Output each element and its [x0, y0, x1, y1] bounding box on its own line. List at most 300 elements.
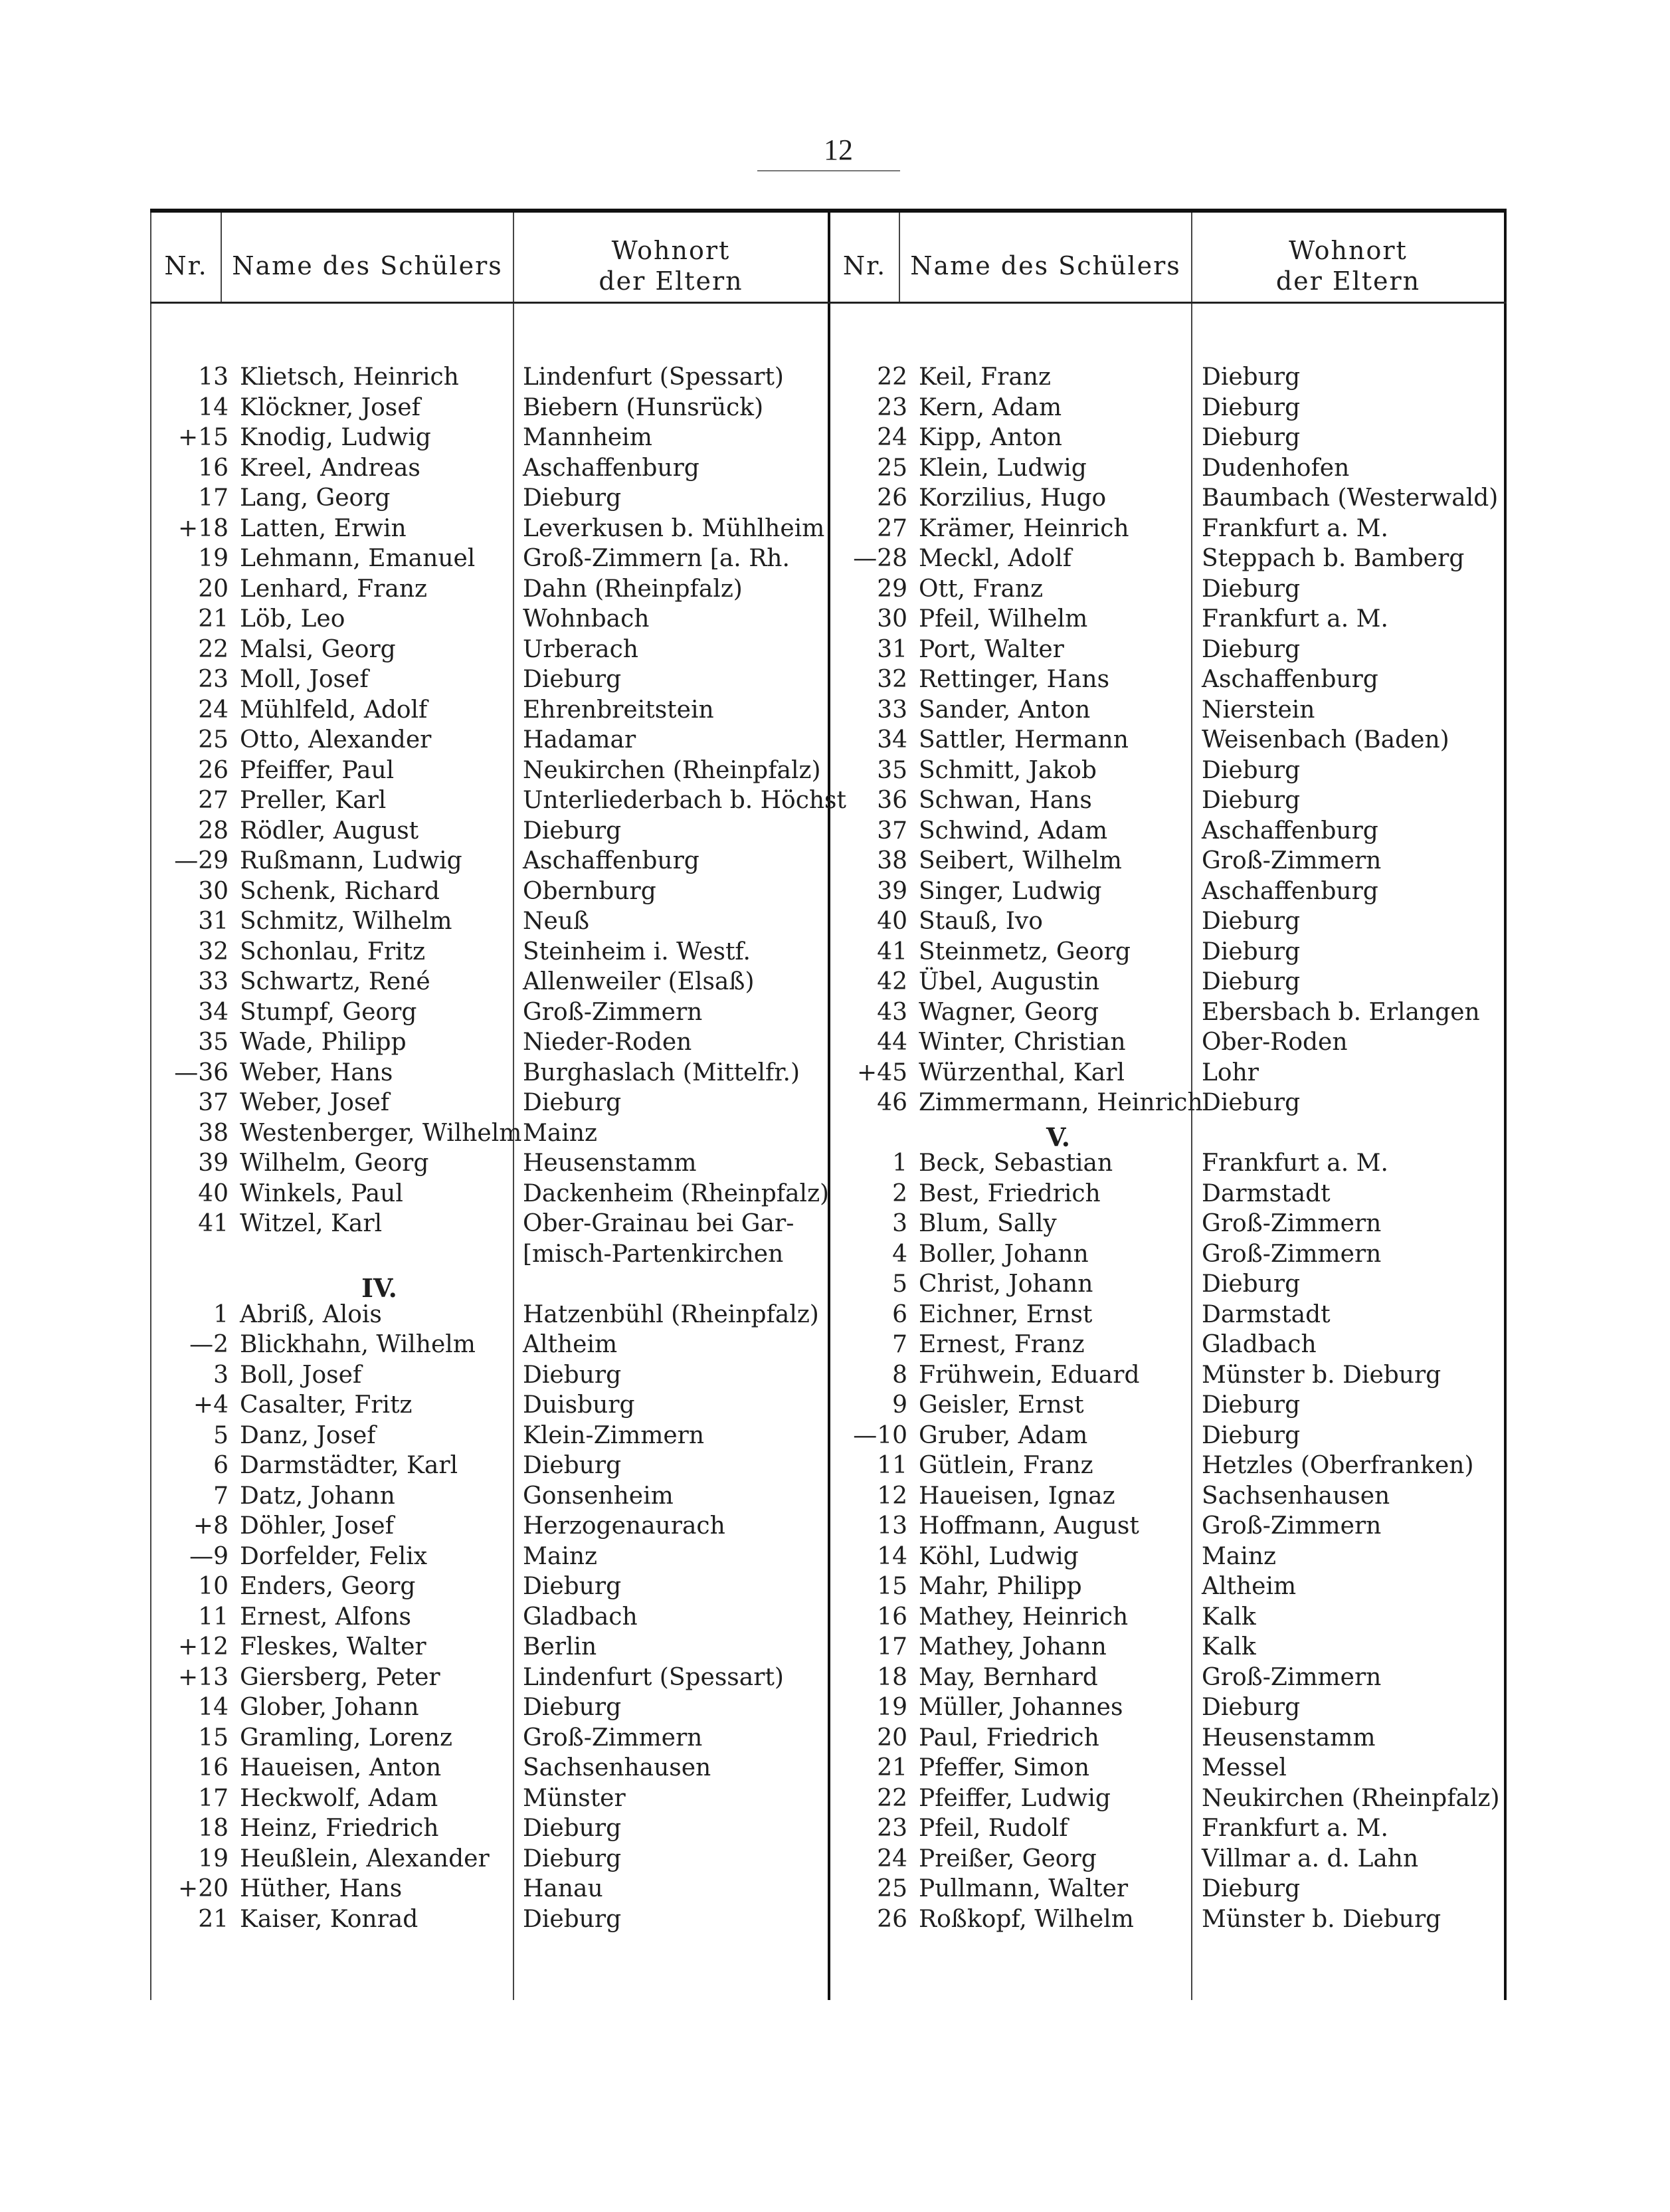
row-number: [829, 1088, 907, 1118]
row-number: [829, 695, 907, 725]
parents-residence: Dieburg: [523, 817, 622, 845]
row-number: [150, 1874, 229, 1904]
row-number: [150, 755, 229, 785]
table-row: [829, 1481, 1504, 1511]
table-row: [150, 1421, 825, 1451]
row-number: [829, 514, 907, 544]
row-number: [150, 937, 229, 967]
row-number: [150, 1209, 229, 1239]
student-name: Beck, Sebastian: [919, 1150, 1113, 1177]
parents-residence: Allenweiler (Elsaß): [523, 968, 755, 995]
parents-residence: Hanau: [523, 1875, 603, 1902]
student-name: Schmitz, Wilhelm: [240, 908, 452, 935]
row-number: [150, 1451, 229, 1480]
row-number-value: 6: [213, 1452, 229, 1479]
parents-residence: Altheim: [1202, 1573, 1297, 1600]
parents-residence: Ebersbach b. Erlangen: [1202, 998, 1480, 1026]
row-number: [150, 544, 229, 573]
row-number: [150, 1390, 229, 1420]
parents-residence: Obernburg: [523, 877, 656, 905]
row-number: [829, 1269, 907, 1299]
parents-residence: Dieburg: [1202, 968, 1301, 995]
table-row: [150, 544, 825, 573]
table-row: [150, 635, 825, 664]
student-name: Witzel, Karl: [240, 1210, 383, 1237]
parents-residence: Hatzenbühl (Rheinpfalz): [523, 1300, 819, 1328]
row-number-value: 40: [877, 908, 907, 935]
row-number: [829, 1783, 907, 1813]
row-number: [829, 1360, 907, 1390]
table-row: [150, 393, 825, 423]
table-row: [829, 876, 1504, 906]
row-number: [829, 1904, 907, 1934]
row-number-value: 4: [892, 1240, 907, 1268]
parents-residence: Lindenfurt (Spessart): [523, 363, 784, 391]
parents-residence: Hadamar: [523, 726, 636, 754]
student-name: Korzilius, Hugo: [919, 484, 1107, 512]
parents-residence: Unterliederbach b. Höchst: [523, 787, 846, 814]
row-number-value: 15: [198, 424, 229, 451]
row-number-value: 30: [877, 605, 907, 633]
row-number: [150, 1481, 229, 1511]
parents-residence: Dieburg: [1202, 363, 1301, 391]
student-name: Dorfelder, Felix: [240, 1542, 428, 1570]
student-name: Klietsch, Heinrich: [240, 363, 459, 391]
row-number: [150, 423, 229, 452]
table-row: [150, 1209, 825, 1239]
parents-residence: Neukirchen (Rheinpfalz): [1202, 1784, 1500, 1812]
row-number-value: 22: [877, 1784, 907, 1812]
student-name: Kaiser, Konrad: [240, 1905, 418, 1933]
row-number-value: 27: [198, 787, 229, 814]
row-number-value: 35: [877, 756, 907, 784]
parents-residence: Messel: [1202, 1754, 1287, 1781]
row-number-value: 46: [877, 1089, 907, 1116]
row-number: [829, 1209, 907, 1239]
student-name: Weber, Josef: [240, 1089, 390, 1116]
row-number-value: 28: [198, 817, 229, 845]
row-number-value: 38: [198, 1119, 229, 1147]
student-name: Pfeil, Rudolf: [919, 1815, 1068, 1842]
student-name: Mathey, Heinrich: [919, 1603, 1129, 1631]
row-mark: —: [174, 847, 199, 874]
student-name: Mahr, Philipp: [919, 1573, 1082, 1600]
table-row: [829, 362, 1504, 392]
row-number-value: 36: [198, 1058, 229, 1086]
parents-residence: Gladbach: [1202, 1331, 1317, 1358]
table-row: [150, 604, 825, 634]
parents-residence: Burghaslach (Mittelfr.): [523, 1058, 800, 1086]
table-row: [150, 1571, 825, 1601]
parents-residence: Lohr: [1202, 1058, 1259, 1086]
table-row: [829, 544, 1504, 573]
row-number-value: 1: [213, 1300, 229, 1328]
row-number-value: 11: [198, 1603, 229, 1631]
parents-residence: Dieburg: [1202, 1089, 1301, 1116]
row-number-value: 15: [877, 1573, 907, 1600]
parents-residence: Groß-Zimmern [a. Rh.: [523, 545, 790, 572]
table-row: [150, 1813, 825, 1843]
row-number-value: 37: [198, 1089, 229, 1116]
table-row: [829, 1602, 1504, 1632]
row-mark: +: [178, 1663, 199, 1691]
row-number-value: 26: [198, 756, 229, 784]
row-number: [829, 1723, 907, 1753]
student-name: Ott, Franz: [919, 575, 1044, 603]
row-number: [829, 1874, 907, 1904]
parents-residence: Groß-Zimmern: [1202, 1512, 1382, 1540]
student-name: Keil, Franz: [919, 363, 1051, 391]
section-heading: V.: [1046, 1122, 1071, 1152]
table-row: [150, 1602, 825, 1632]
student-name: Roßkopf, Wilhelm: [919, 1905, 1134, 1933]
student-name: Preller, Karl: [240, 787, 387, 814]
table-row: [829, 1874, 1504, 1904]
parents-residence: Neuß: [523, 908, 590, 935]
row-number: [829, 1451, 907, 1480]
row-number-value: 36: [877, 787, 907, 814]
row-number: [829, 725, 907, 755]
student-name: Schwartz, René: [240, 968, 430, 995]
parents-residence: Frankfurt a. M.: [1202, 514, 1388, 542]
student-name: Lehmann, Emanuel: [240, 545, 476, 572]
row-number: [150, 1421, 229, 1451]
row-number: [829, 635, 907, 664]
student-name: Wagner, Georg: [919, 998, 1099, 1026]
row-number: [150, 906, 229, 936]
row-number-value: 23: [877, 1815, 907, 1842]
table-row: [150, 1300, 825, 1330]
parents-residence: Dahn (Rheinpfalz): [523, 575, 743, 603]
table-row: [829, 1692, 1504, 1722]
parents-residence: Dieburg: [1202, 938, 1301, 965]
table-row: [829, 725, 1504, 755]
row-number: [829, 604, 907, 634]
table-row: [150, 1179, 830, 1209]
parents-residence: Dieburg: [1202, 393, 1301, 421]
parents-residence: Dieburg: [1202, 1421, 1301, 1449]
header-nr-right: [830, 233, 899, 299]
student-name: Kipp, Anton: [919, 424, 1062, 451]
parents-residence: Aschaffenburg: [523, 847, 699, 874]
row-number-value: 29: [198, 847, 229, 874]
student-name: Kern, Adam: [919, 393, 1062, 421]
parents-residence: Dieburg: [523, 1845, 622, 1872]
parents-residence: Ehrenbreitstein: [523, 696, 714, 724]
student-name: Latten, Erwin: [240, 514, 407, 542]
parents-residence: Sachsenhausen: [1202, 1482, 1390, 1510]
parents-residence: Dieburg: [1202, 1391, 1301, 1419]
student-name: Ernest, Alfons: [240, 1603, 411, 1631]
row-number-value: 3: [892, 1210, 907, 1237]
row-number: [829, 664, 907, 694]
row-number-value: 7: [892, 1331, 907, 1358]
row-mark: —: [189, 1331, 214, 1358]
student-name: Sander, Anton: [919, 696, 1091, 724]
table-row: [829, 967, 1504, 997]
row-number-value: 7: [213, 1482, 229, 1510]
table-row: [829, 1844, 1504, 1874]
row-number-value: 22: [198, 635, 229, 663]
student-name: Sattler, Hermann: [919, 726, 1129, 754]
parents-residence: Dieburg: [1202, 787, 1301, 814]
parents-residence: Neukirchen (Rheinpfalz): [523, 756, 821, 784]
row-number: [150, 1027, 229, 1057]
table-row: [150, 453, 825, 483]
student-name: Meckl, Adolf: [919, 545, 1072, 572]
row-number: [829, 1027, 907, 1057]
table-row: [829, 635, 1504, 664]
row-number-value: 42: [877, 968, 907, 995]
parents-residence: Dackenheim (Rheinpfalz): [523, 1179, 830, 1207]
table-row: [150, 362, 825, 392]
parents-residence: Dieburg: [1202, 575, 1301, 603]
section-heading: IV.: [361, 1273, 397, 1303]
row-number-value: 20: [877, 1724, 907, 1752]
row-number: [150, 1542, 229, 1571]
row-number-value: 43: [877, 998, 907, 1026]
table-row: [829, 1783, 1504, 1813]
row-number: [829, 1511, 907, 1541]
row-number: [150, 997, 229, 1027]
table-row: [829, 1571, 1504, 1601]
header-rule: [150, 302, 1507, 304]
table-row: [150, 1360, 825, 1390]
row-number: [829, 423, 907, 452]
row-number: [829, 1421, 907, 1451]
student-name: Haueisen, Anton: [240, 1754, 442, 1781]
student-name: Döhler, Josef: [240, 1512, 394, 1540]
row-number-value: 1: [892, 1150, 907, 1177]
table-row: [829, 1511, 1504, 1541]
student-name: Mühlfeld, Adolf: [240, 696, 428, 724]
table-row: [829, 1451, 1504, 1480]
table-row: [150, 1390, 825, 1420]
row-number-value: 10: [877, 1421, 907, 1449]
table-row: [150, 1511, 825, 1541]
row-number: [150, 1088, 229, 1118]
student-name: Übel, Augustin: [919, 968, 1100, 995]
row-number-value: 9: [892, 1391, 907, 1419]
parents-residence: Heusenstamm: [1202, 1724, 1376, 1752]
row-number: [150, 1300, 229, 1330]
row-number: [829, 483, 907, 513]
student-name: Frühwein, Eduard: [919, 1361, 1140, 1389]
student-name: Blickhahn, Wilhelm: [240, 1331, 476, 1358]
table-row: [150, 1542, 825, 1571]
table-row: [150, 1904, 825, 1934]
student-name: Gramling, Lorenz: [240, 1724, 452, 1752]
row-number: [150, 695, 229, 725]
table-row: [829, 906, 1504, 936]
row-number: [150, 1844, 229, 1874]
table-row: [829, 453, 1504, 483]
row-number: [150, 1723, 229, 1753]
row-number-value: 21: [198, 1905, 229, 1933]
student-name: Singer, Ludwig: [919, 877, 1102, 905]
table-row: [150, 514, 825, 544]
row-number: [150, 1602, 229, 1632]
row-number: [150, 1058, 229, 1088]
table-row: [829, 1239, 1504, 1269]
table-row: [829, 755, 1504, 785]
row-number: [150, 846, 229, 876]
header-wohnort-line2: der Eltern: [1275, 266, 1421, 296]
table-row: [150, 1118, 825, 1148]
student-name: Heußlein, Alexander: [240, 1845, 490, 1872]
parents-residence: Groß-Zimmern: [1202, 1663, 1382, 1691]
row-number: [829, 785, 907, 815]
row-number-value: 25: [877, 454, 907, 482]
row-mark: —: [189, 1542, 214, 1570]
parents-residence: Dieburg: [523, 666, 622, 693]
student-name: Port, Walter: [919, 635, 1064, 663]
student-name: Casalter, Fritz: [240, 1391, 413, 1419]
row-number: [150, 1179, 229, 1209]
row-number-value: 14: [198, 393, 229, 421]
row-number-value: 39: [877, 877, 907, 905]
parents-residence: Münster b. Dieburg: [1202, 1361, 1441, 1389]
header-name-label: Name des Schülers: [910, 251, 1181, 280]
row-number: [829, 1390, 907, 1420]
row-number-value: 30: [198, 877, 229, 905]
row-number-value: 13: [198, 363, 229, 391]
table-row: [829, 1421, 1504, 1451]
row-number-value: 23: [877, 393, 907, 421]
row-number: [829, 1300, 907, 1330]
row-number: [829, 1179, 907, 1209]
row-number: [150, 362, 229, 392]
student-name: Fleskes, Walter: [240, 1633, 426, 1660]
table-row: [150, 1874, 825, 1904]
row-number: [829, 1813, 907, 1843]
student-name: Malsi, Georg: [240, 635, 396, 663]
header-nr-left: [151, 233, 221, 299]
row-number-value: 33: [877, 696, 907, 724]
row-number-value: 6: [892, 1300, 907, 1328]
student-table: [150, 209, 1507, 2000]
parents-residence: Aschaffenburg: [1202, 817, 1378, 845]
row-number-value: 16: [198, 454, 229, 482]
header-name-label: Name des Schülers: [232, 251, 503, 280]
parents-residence: Groß-Zimmern: [1202, 847, 1382, 874]
parents-residence: Altheim: [523, 1331, 618, 1358]
row-number: [829, 1239, 907, 1269]
student-name: Klein, Ludwig: [919, 454, 1087, 482]
row-number-value: 19: [198, 545, 229, 572]
row-number: [829, 876, 907, 906]
parents-residence: Dieburg: [1202, 1270, 1301, 1298]
row-number-value: 34: [198, 998, 229, 1026]
student-name: Enders, Georg: [240, 1573, 416, 1600]
row-mark: +: [857, 1058, 878, 1086]
row-number-value: 31: [198, 908, 229, 935]
header-nr-label: Nr.: [164, 251, 208, 280]
row-number-value: 38: [877, 847, 907, 874]
parents-residence: Klein-Zimmern: [523, 1421, 705, 1449]
table-row: [150, 1844, 825, 1874]
student-name: Stumpf, Georg: [240, 998, 417, 1026]
parents-residence: Kalk: [1202, 1633, 1256, 1660]
table-row: [150, 1239, 825, 1269]
row-number: [150, 1118, 229, 1148]
parents-residence: Nieder-Roden: [523, 1029, 692, 1056]
row-number: [829, 544, 907, 573]
table-row: [829, 1148, 1504, 1178]
row-number-value: 26: [877, 484, 907, 512]
parents-residence: Frankfurt a. M.: [1202, 1150, 1388, 1177]
table-row: [150, 695, 825, 725]
parents-residence: Baumbach (Westerwald): [1202, 484, 1499, 512]
table-row: [829, 1027, 1504, 1057]
table-row: [150, 423, 825, 452]
row-number-value: 28: [877, 545, 907, 572]
parents-residence: Mannheim: [523, 424, 652, 451]
student-name: Moll, Josef: [240, 666, 369, 693]
row-number-value: 16: [877, 1603, 907, 1631]
row-number-value: 2: [892, 1179, 907, 1207]
row-number-value: 13: [877, 1512, 907, 1540]
student-name: Pullmann, Walter: [919, 1875, 1129, 1902]
row-number-value: 21: [198, 605, 229, 633]
table-row: [150, 1632, 825, 1662]
row-number-value: 27: [877, 514, 907, 542]
parents-residence: Hetzles (Oberfranken): [1202, 1452, 1474, 1479]
row-number-value: 32: [877, 666, 907, 693]
student-name: Winkels, Paul: [240, 1179, 403, 1207]
parents-residence: Steppach b. Bamberg: [1202, 545, 1465, 572]
parents-residence: Wohnbach: [523, 605, 650, 633]
student-name: Rußmann, Ludwig: [240, 847, 462, 874]
student-name: Westenberger, Wilhelm: [240, 1119, 522, 1147]
row-number: [150, 1571, 229, 1601]
row-number-value: 5: [892, 1270, 907, 1298]
student-name: Müller, Johannes: [919, 1694, 1123, 1721]
row-number: [829, 453, 907, 483]
student-name: Datz, Johann: [240, 1482, 395, 1510]
row-number: [150, 1692, 229, 1722]
parents-residence: Dieburg: [523, 484, 622, 512]
row-number: [829, 1753, 907, 1783]
row-number-value: 24: [877, 424, 907, 451]
parents-residence: Mainz: [1202, 1542, 1276, 1570]
parents-residence: Kalk: [1202, 1603, 1256, 1631]
table-row: [829, 664, 1504, 694]
row-number: [829, 1542, 907, 1571]
row-number-value: 24: [198, 696, 229, 724]
row-number: [150, 1753, 229, 1783]
student-name: Klöckner, Josef: [240, 393, 420, 421]
row-number: [150, 664, 229, 694]
row-number-value: 23: [198, 666, 229, 693]
student-name: Winter, Christian: [919, 1029, 1126, 1056]
parents-residence: Ober-Roden: [1202, 1029, 1348, 1056]
row-mark: +: [178, 514, 199, 542]
row-number: [829, 393, 907, 423]
table-row: [150, 574, 825, 604]
row-number: [829, 1602, 907, 1632]
parents-residence: Aschaffenburg: [1202, 666, 1378, 693]
parents-residence: Dudenhofen: [1202, 454, 1350, 482]
row-number-value: 17: [198, 484, 229, 512]
student-name: Schmitt, Jakob: [919, 756, 1097, 784]
table-row: [150, 967, 825, 997]
row-number-value: 10: [198, 1573, 229, 1600]
parents-residence: Groß-Zimmern: [523, 1724, 703, 1752]
table-row: [150, 1481, 825, 1511]
student-name: Krämer, Heinrich: [919, 514, 1129, 542]
row-mark: +: [178, 1633, 199, 1660]
